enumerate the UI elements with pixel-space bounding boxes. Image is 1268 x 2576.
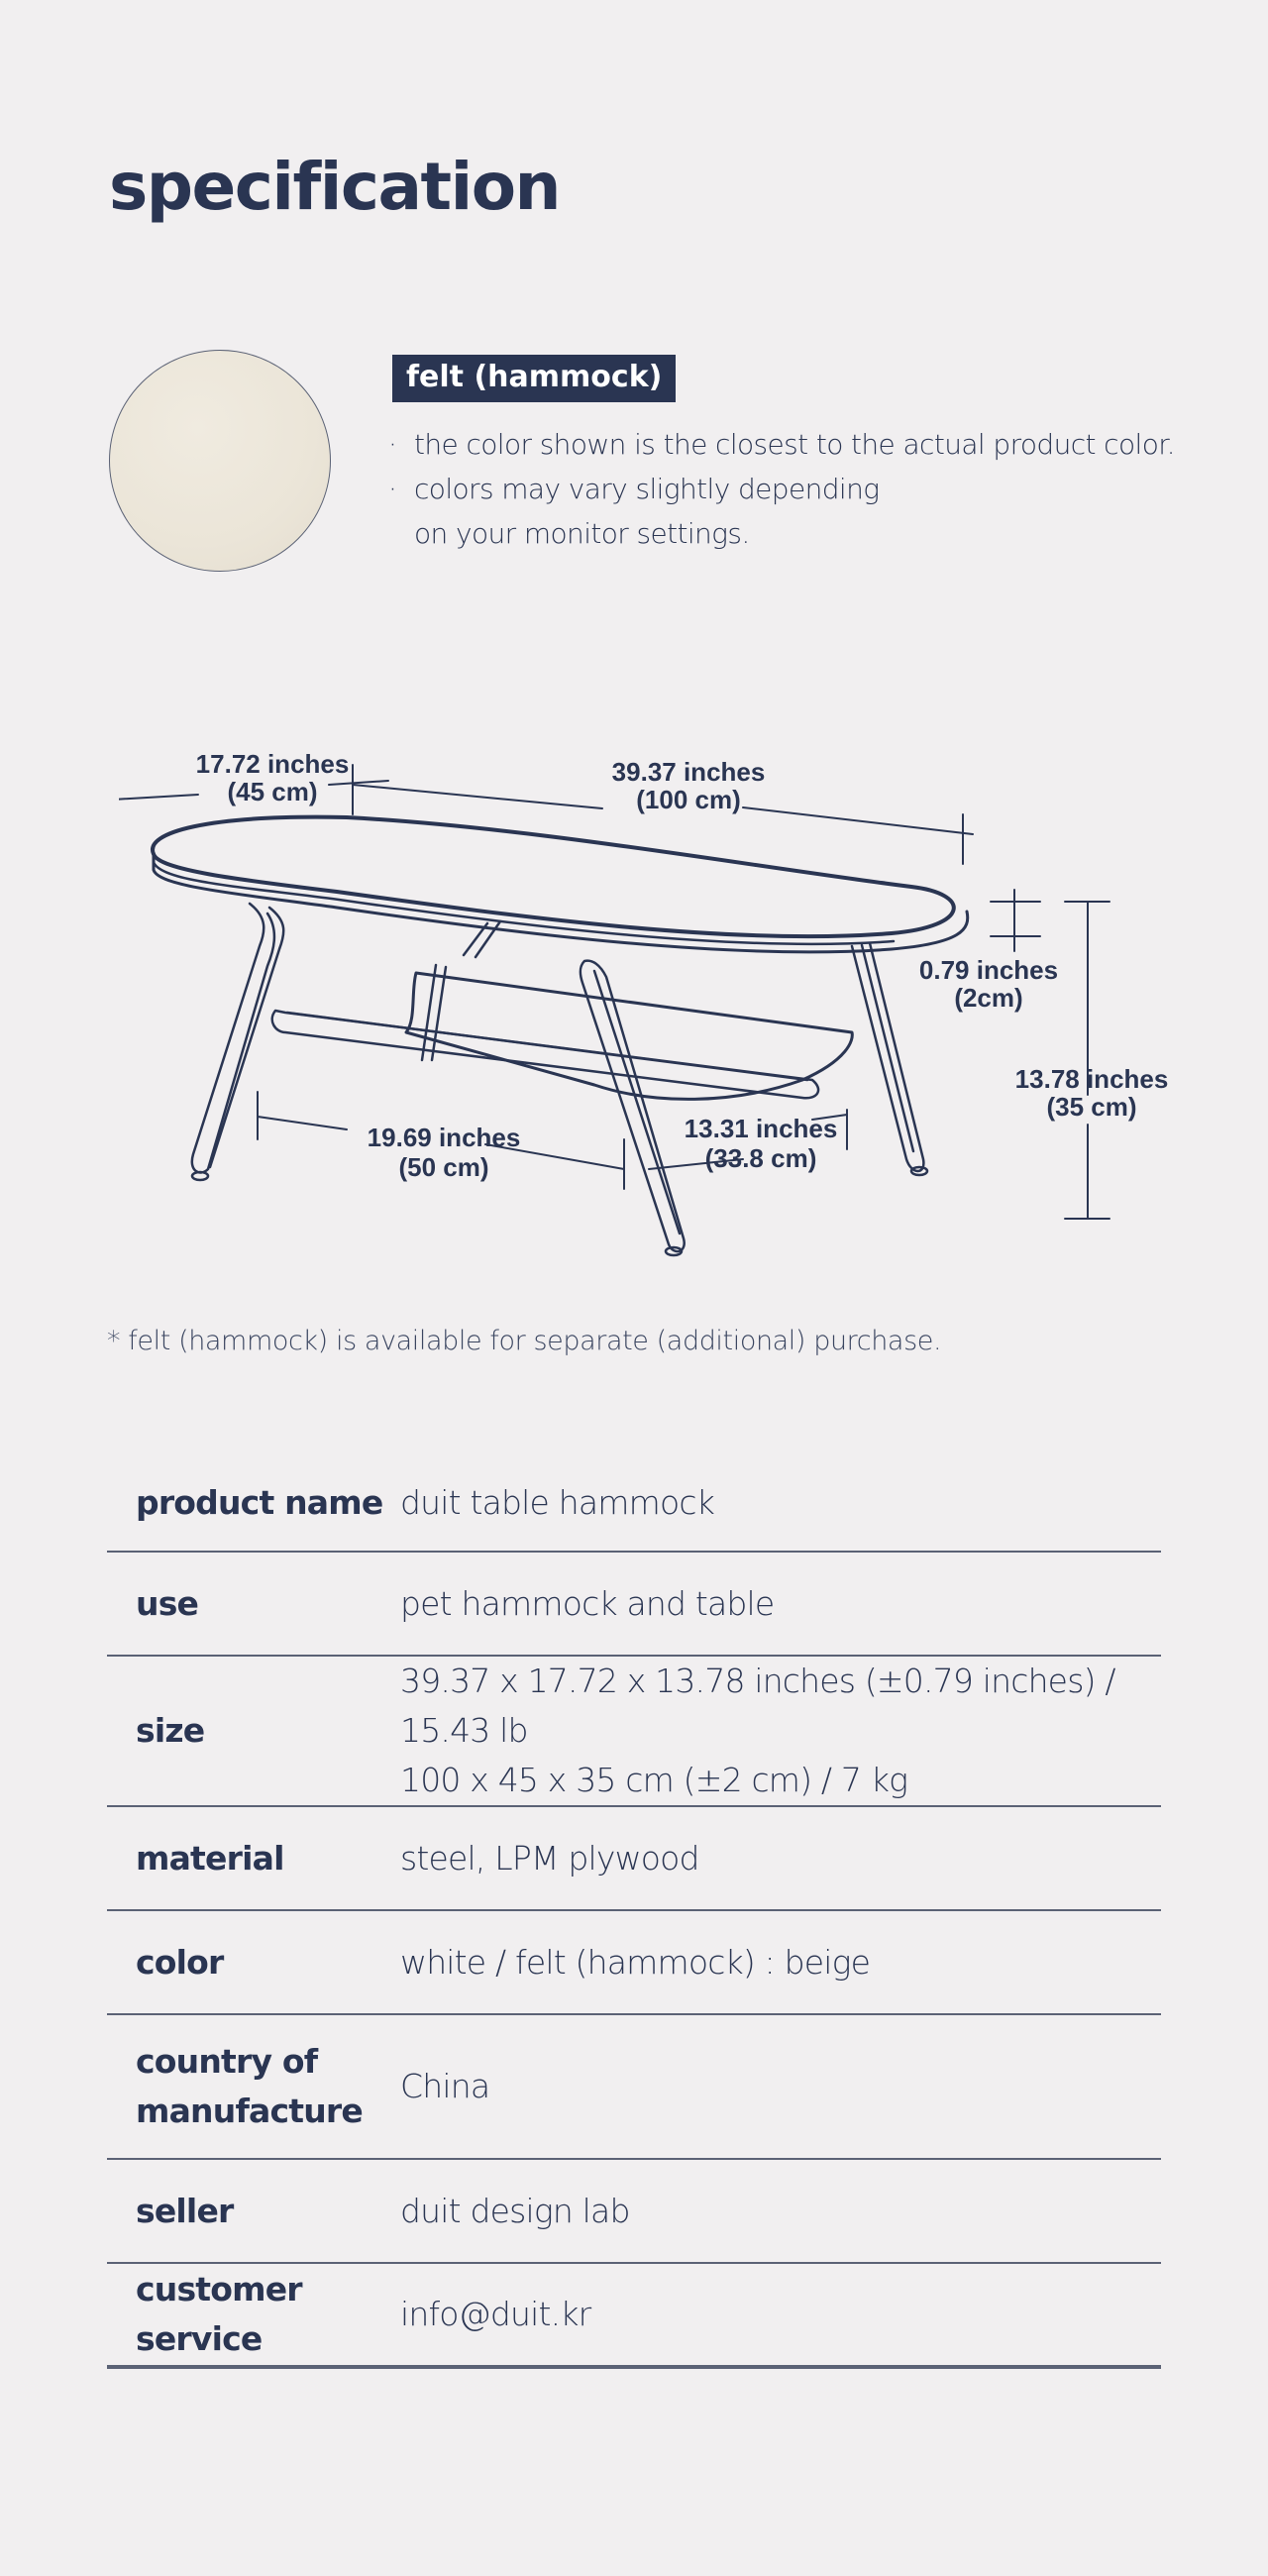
felt-color-swatch — [109, 350, 331, 572]
spec-key: product name — [136, 1482, 383, 1522]
spec-row-material — [107, 1806, 1161, 1910]
table-top — [153, 817, 954, 936]
spec-key: customer service — [136, 2270, 302, 2358]
spec-key: seller — [136, 2191, 234, 2230]
spec-value: steel, LPM plywood — [400, 1838, 699, 1878]
color-note: · colors may vary slightly depending on your monitor settings. — [388, 467, 1175, 556]
spec-value: info@duit.kr — [400, 2295, 591, 2333]
spec-key: color — [136, 1942, 224, 1982]
table-leg — [581, 961, 685, 1251]
spec-key: material — [136, 1838, 284, 1878]
dim-depth-in: 17.72 inches — [195, 749, 350, 779]
dim-hammock-len-cm: (50 cm) — [398, 1152, 489, 1182]
spec-key: size — [136, 1711, 205, 1750]
dim-top-in: 0.79 inches — [918, 955, 1059, 985]
product-dimension-diagram — [119, 723, 1189, 1278]
felt-label-badge: felt (hammock) — [392, 355, 676, 402]
page-title: specification — [109, 149, 561, 225]
dim-width-in: 39.37 inches — [611, 757, 766, 787]
dim-hammock-w-cm: (33.8 cm) — [704, 1143, 817, 1173]
spec-value: duit design lab — [400, 2191, 630, 2230]
spec-row-customer-service — [107, 2263, 1161, 2367]
dim-height-cm: (35 cm) — [1046, 1092, 1137, 1122]
table-leg — [192, 904, 274, 1173]
spec-value: pet hammock and table — [400, 1583, 775, 1623]
spec-row-seller — [107, 2159, 1161, 2263]
spec-row-color — [107, 1910, 1161, 2014]
spec-value: white / felt (hammock) : beige — [400, 1942, 871, 1982]
dim-width-cm: (100 cm) — [636, 785, 741, 814]
spec-key: use — [136, 1583, 199, 1623]
color-notes — [388, 422, 1175, 556]
color-note: · the color shown is the closest to the actual product color. — [388, 422, 1175, 467]
dim-hammock-w-in: 13.31 inches — [684, 1114, 838, 1143]
spec-value: China — [400, 2067, 490, 2105]
spec-value: duit table hammock — [400, 1482, 715, 1522]
purchase-footnote: * felt (hammock) is available for separate (additional) purchase. — [107, 1326, 942, 1356]
dim-line-height — [1065, 902, 1110, 1219]
dim-depth-cm: (45 cm) — [227, 777, 318, 806]
spec-row-use — [107, 1552, 1161, 1656]
dim-line-top — [991, 890, 1040, 951]
dim-line-depth — [119, 785, 198, 820]
spec-key: country of manufacture — [136, 2042, 363, 2130]
spec-row-product-name — [107, 1454, 1161, 1552]
dim-height-in: 13.78 inches — [1014, 1064, 1169, 1094]
dim-hammock-len-in: 19.69 inches — [367, 1123, 521, 1152]
spec-value: 39.37 x 17.72 x 13.78 inches (±0.79 inches) / 15.43 lb 100 x 45 x 35 cm (±2 cm) / 7 kg — [400, 1662, 1115, 1799]
hammock-rail — [272, 1011, 818, 1098]
spec-row-size — [107, 1656, 1161, 1806]
spec-table — [107, 1454, 1161, 2369]
spec-row-country — [107, 2014, 1161, 2159]
table-leg — [852, 943, 923, 1171]
dim-top-cm: (2cm) — [954, 983, 1023, 1013]
